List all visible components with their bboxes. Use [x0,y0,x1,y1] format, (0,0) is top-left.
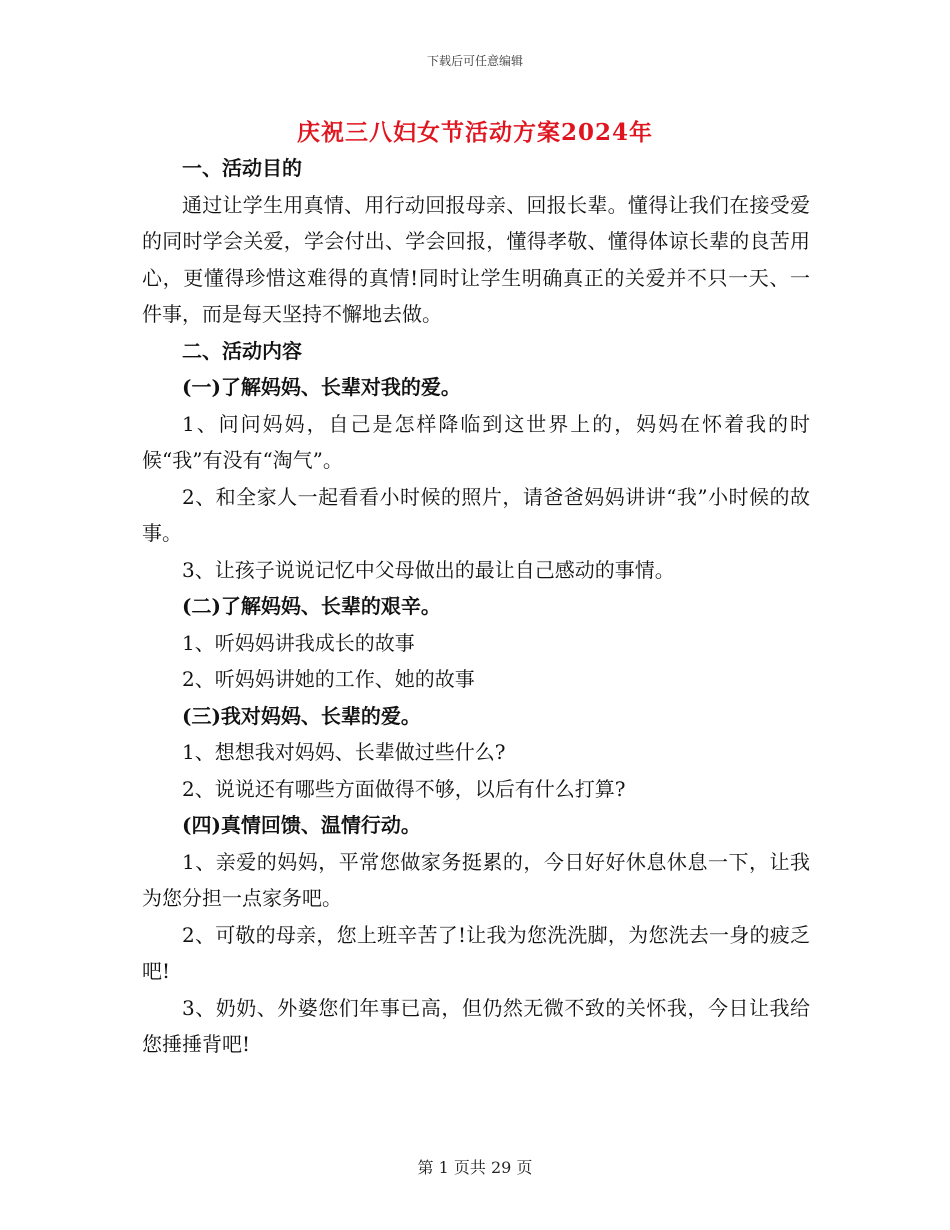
section-heading-purpose: 一、活动目的 [182,156,302,180]
subsection-heading-4: (四)真情回馈、温情行动。 [182,813,421,837]
document-title: 庆祝三八妇女节活动方案2024年 [296,119,653,146]
list-item: 1、亲爱的妈妈，平常您做家务挺累的，今日好好休息休息一下，让我为您分担一点家务吧。 [142,849,810,910]
paragraph-purpose: 通过让学生用真情、用行动回报母亲、回报长辈。懂得让我们在接受爱的同时学会关爱，学会付出、学会回报，懂得孝敬、懂得体谅长辈的良苦用心，更懂得珍惜这难得的真情!同时让学生明确真正的关爱并不只一天、一件事，而是每天坚持不懈地去做。 [142,192,810,326]
page-number-footer: 第 1 页共 29 页 [417,1158,533,1177]
list-item: 1、想想我对妈妈、长辈做过些什么? [182,740,506,764]
list-item: 2、和全家人一起看看小时候的照片，请爸爸妈妈讲讲“我”小时候的故事。 [142,484,810,545]
list-item: 1、听妈妈讲我成长的故事 [182,630,415,655]
section-heading-content: 二、活动内容 [182,338,302,363]
list-item: 2、听妈妈讲她的工作、她的故事 [182,667,475,691]
list-item: 2、可敬的母亲，您上班辛苦了!让我为您洗洗脚，为您洗去一身的疲乏吧! [142,922,810,983]
page-header-note: 下载后可任意编辑 [426,54,523,68]
list-item: 3、奶奶、外婆您们年事已高，但仍然无微不致的关怀我，今日让我给您捶捶背吧! [142,995,810,1056]
list-item: 3、让孩子说说记忆中父母做出的最让自己感动的事情。 [182,557,675,582]
subsection-heading-1: (一)了解妈妈、长辈对我的爱。 [182,375,461,399]
list-item: 1、问问妈妈，自己是怎样降临到这世界上的，妈妈在怀着我的时候“我”有没有“淘气”。 [142,411,810,472]
document-body [142,150,810,1063]
subsection-heading-3: (三)我对妈妈、长辈的爱。 [182,703,421,728]
subsection-heading-2: (二)了解妈妈、长辈的艰辛。 [182,594,441,618]
list-item: 2、说说还有哪些方面做得不够，以后有什么打算? [182,776,626,801]
